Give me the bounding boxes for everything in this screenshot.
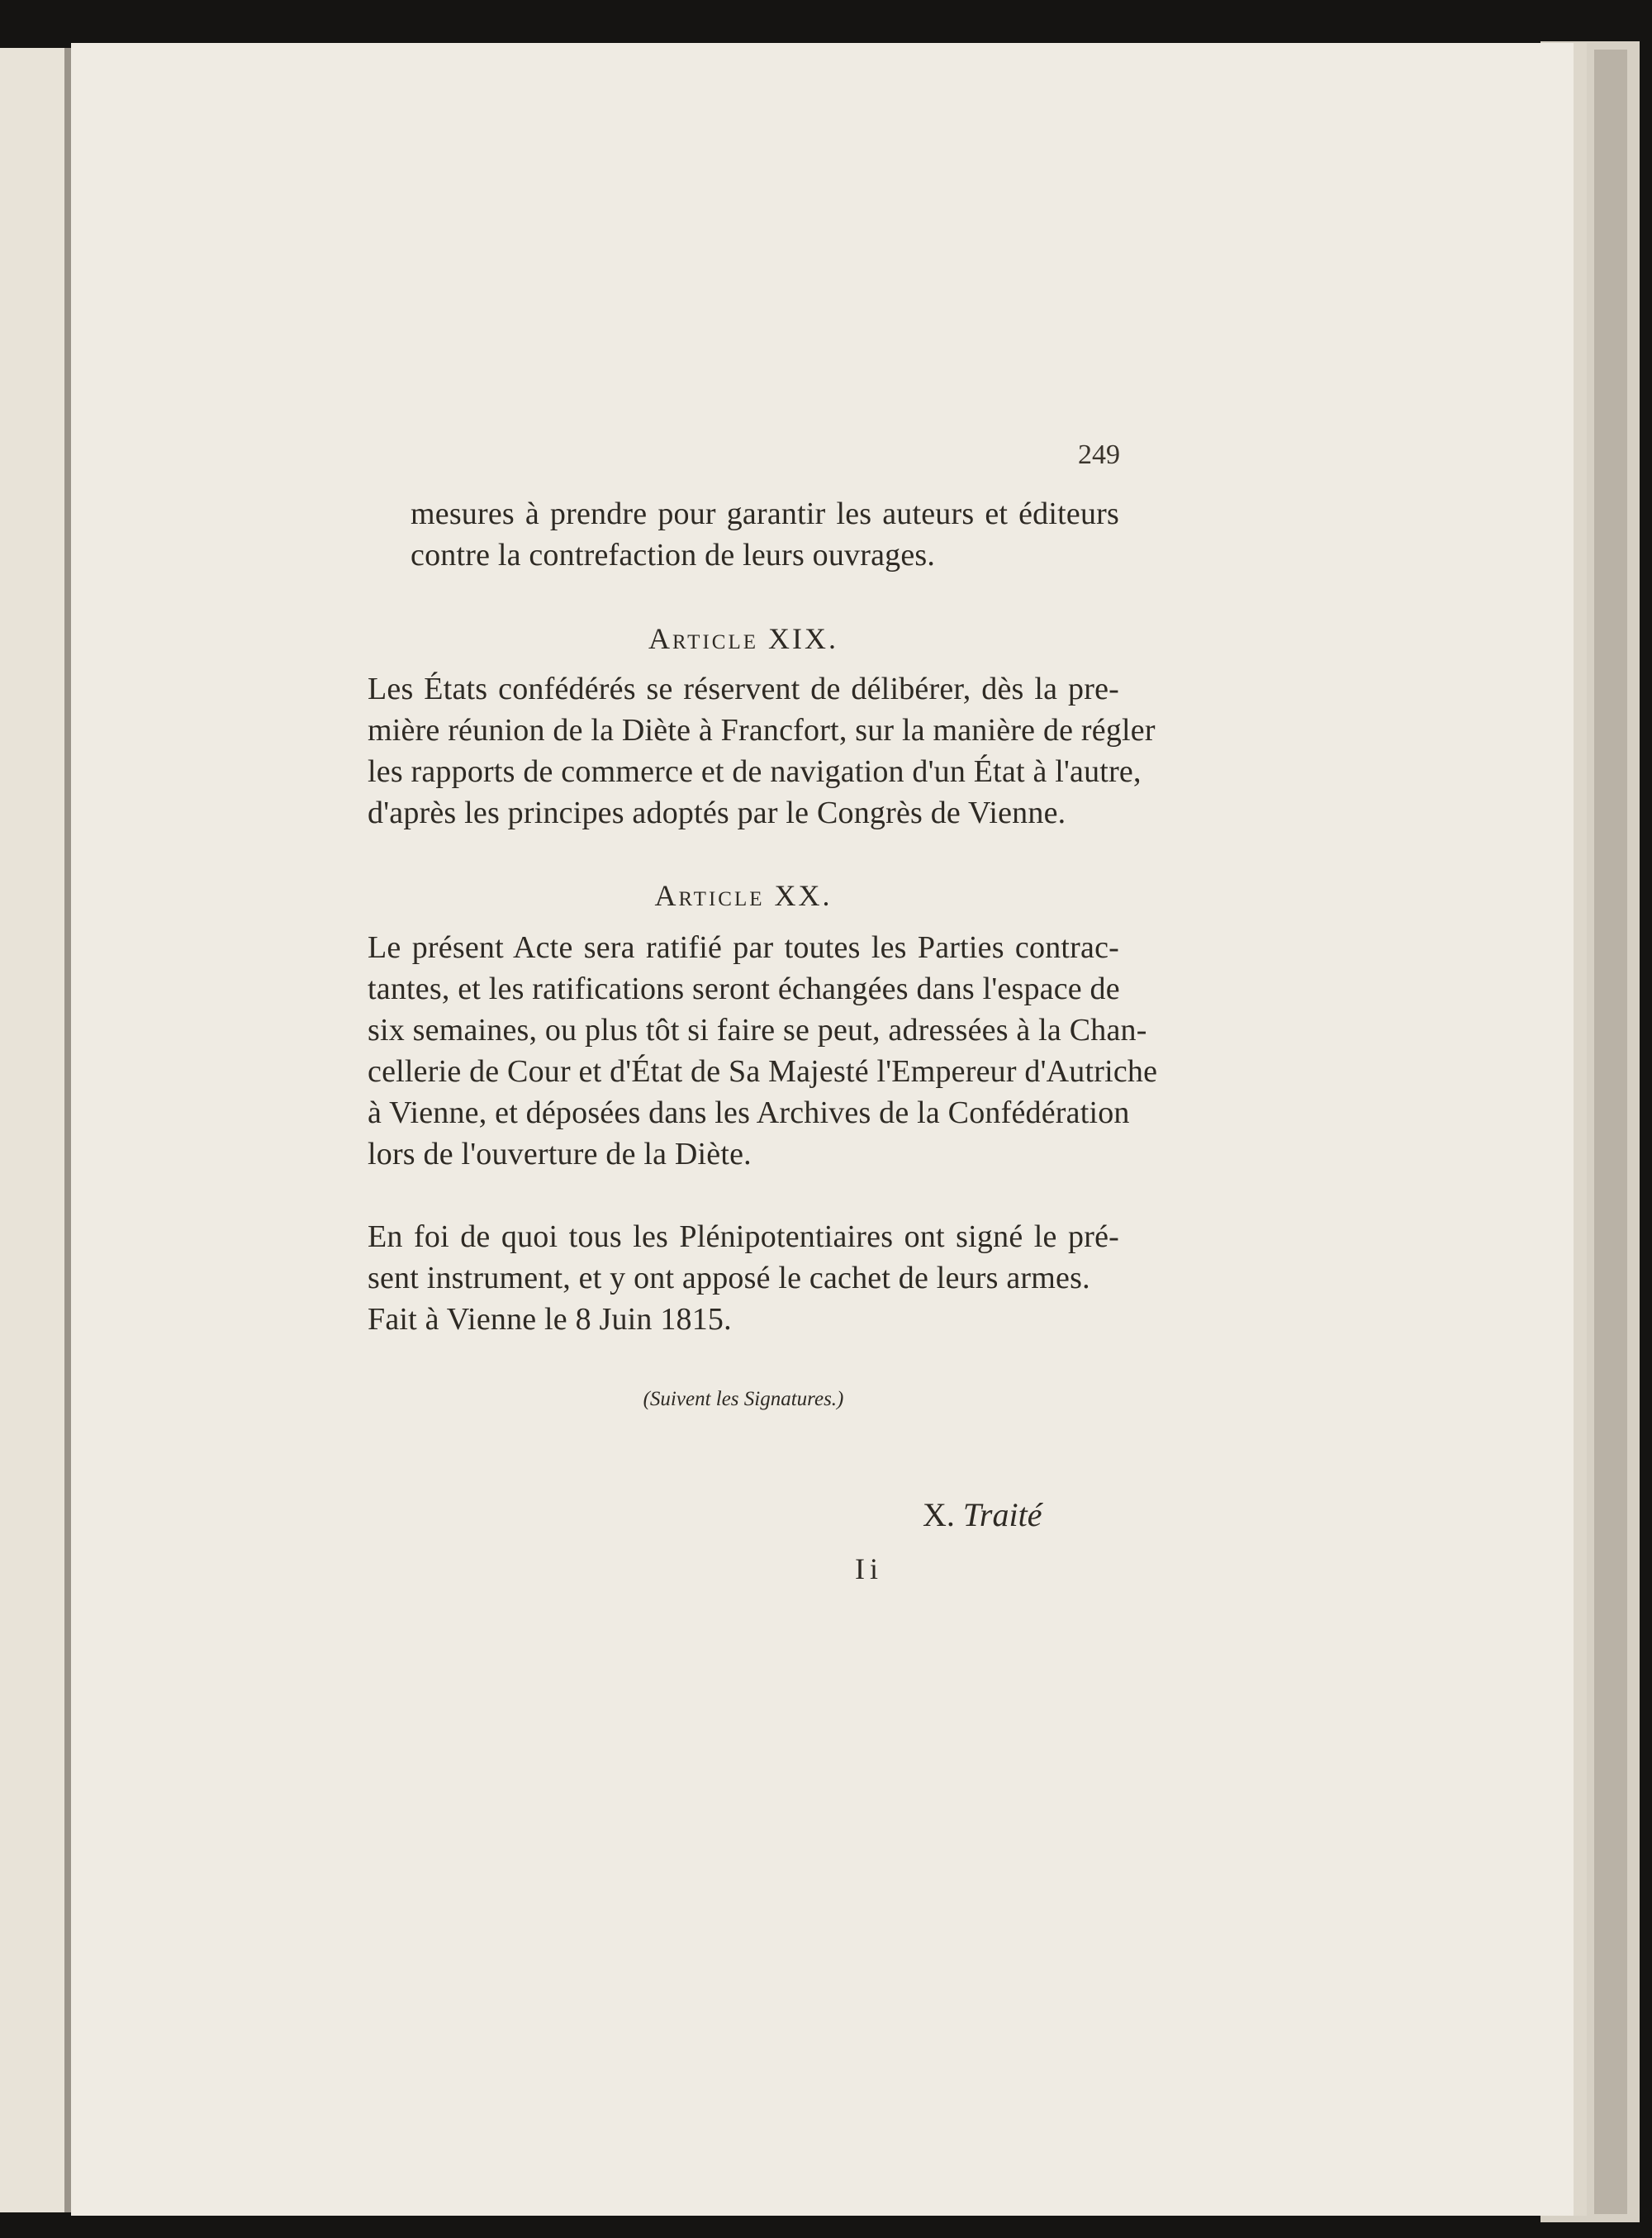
article-line: les rapports de commerce et de navigation d'un État à l'autre, [368,754,1142,789]
article-line: d'après les principes adoptés par le Congrès de Vienne. [368,796,1066,830]
page-deckle-edge [1574,43,1587,2216]
closing-line: Fait à Vienne le 8 Juin 1815. [368,1302,732,1337]
article-line: cellerie de Cour et d'État de Sa Majesté l'Empereur d'Autriche [368,1054,1158,1089]
closing-line: sent instrument, et y ont apposé le cachet de leurs armes. [368,1261,1090,1295]
article-line: mière réunion de la Diète à Francfort, sur la manière de régler [368,713,1156,748]
catchword [923,1495,1042,1534]
signatures-note: (Suivent les Signatures.) [643,1388,844,1410]
article-heading: Article XX. [654,879,833,912]
article-heading: Article XIX. [648,622,838,655]
previous-page-edge [0,48,69,2212]
catchword-word: Traité [962,1496,1042,1533]
signature-mark: Ii [855,1552,883,1585]
article-line: Le présent Acte sera ratifié par toutes les Parties contrac- [368,930,1119,965]
article-line: lors de l'ouverture de la Diète. [368,1137,752,1171]
page-stack-edge-outer [1594,50,1627,2214]
page-number: 249 [1078,440,1120,470]
body-line: mesures à prendre pour garantir les auteurs et éditeurs [411,497,1119,531]
gutter-shadow [64,48,71,2212]
article-line: Les États confédérés se réservent de délibérer, dès la pre- [368,672,1119,706]
body-line: contre la contrefaction de leurs ouvrages. [411,538,936,573]
article-line: à Vienne, et déposées dans les Archives de la Confédération [368,1095,1130,1130]
catchword-numeral: X. [923,1496,955,1533]
closing-line: En foi de quoi tous les Plénipotentiaires ont signé le pré- [368,1219,1119,1254]
article-line: six semaines, ou plus tôt si faire se peut, adressées à la Chan- [368,1013,1147,1048]
article-line: tantes, et les ratifications seront échangées dans l'espace de [368,972,1120,1006]
